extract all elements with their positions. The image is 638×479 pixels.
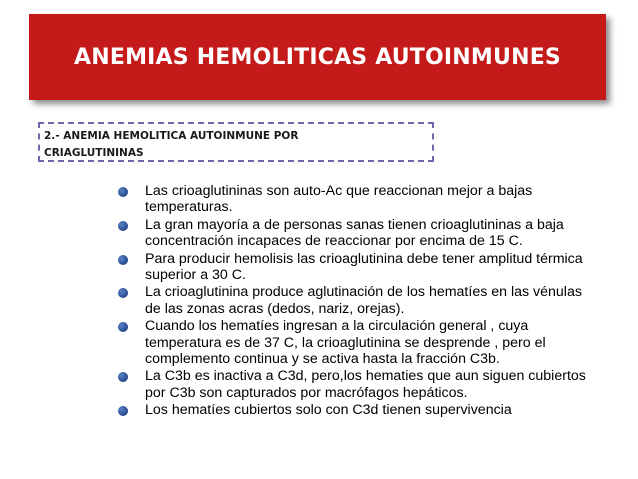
title-banner [29, 14, 606, 100]
bullet-item [118, 251, 588, 284]
bullet-text: Cuando los hematíes ingresan a la circulación general , cuya temperatura es de 37 C, la crioaglutinina se desprende , pero el complemento continua y se activa hasta la fracción C3b. [145, 318, 546, 368]
bullet-text: La crioaglutinina produce aglutinación de los hematíes en las vénulas de las zonas acras (dedos, nariz, orejas). [145, 284, 582, 317]
bullet-item [118, 217, 588, 250]
bullet-text: La C3b es inactiva a C3d, pero,los hematies que aun siguen cubiertos por C3b son capturados por macrófagos hepáticos. [145, 368, 586, 401]
bullet-dot-icon [118, 288, 128, 298]
bullet-item [118, 402, 588, 418]
slide-title: ANEMIAS HEMOLITICAS AUTOINMUNES [74, 44, 561, 70]
bullet-text: Para producir hemolisis las crioaglutinina debe tener amplitud térmica superior a 30 C. [145, 250, 583, 284]
bullet-text: Las crioaglutininas son auto-Ac que reaccionan mejor a bajas temperaturas. [145, 183, 533, 216]
bullet-text: La gran mayoría a de personas sanas tienen crioaglutininas a baja concentración incapaces de reaccionar por encima de 15 C. [145, 216, 564, 250]
bullet-list [118, 183, 588, 420]
bullet-dot-icon [118, 221, 128, 231]
bullet-dot-icon [118, 255, 128, 265]
bullet-dot-icon [118, 406, 128, 416]
bullet-dot-icon [118, 322, 128, 332]
subtitle-text: 2.- ANEMIA HEMOLITICA AUTOINMUNE POR CRIAGLUTININAS [44, 130, 299, 159]
bullet-dot-icon [118, 187, 128, 197]
bullet-item [118, 318, 588, 367]
bullet-item [118, 183, 588, 216]
bullet-dot-icon [118, 372, 128, 382]
subtitle-box [38, 122, 434, 162]
bullet-item [118, 368, 588, 401]
bullet-item [118, 284, 588, 317]
bullet-text: Los hematíes cubiertos solo con C3d tienen supervivencia [145, 402, 512, 419]
